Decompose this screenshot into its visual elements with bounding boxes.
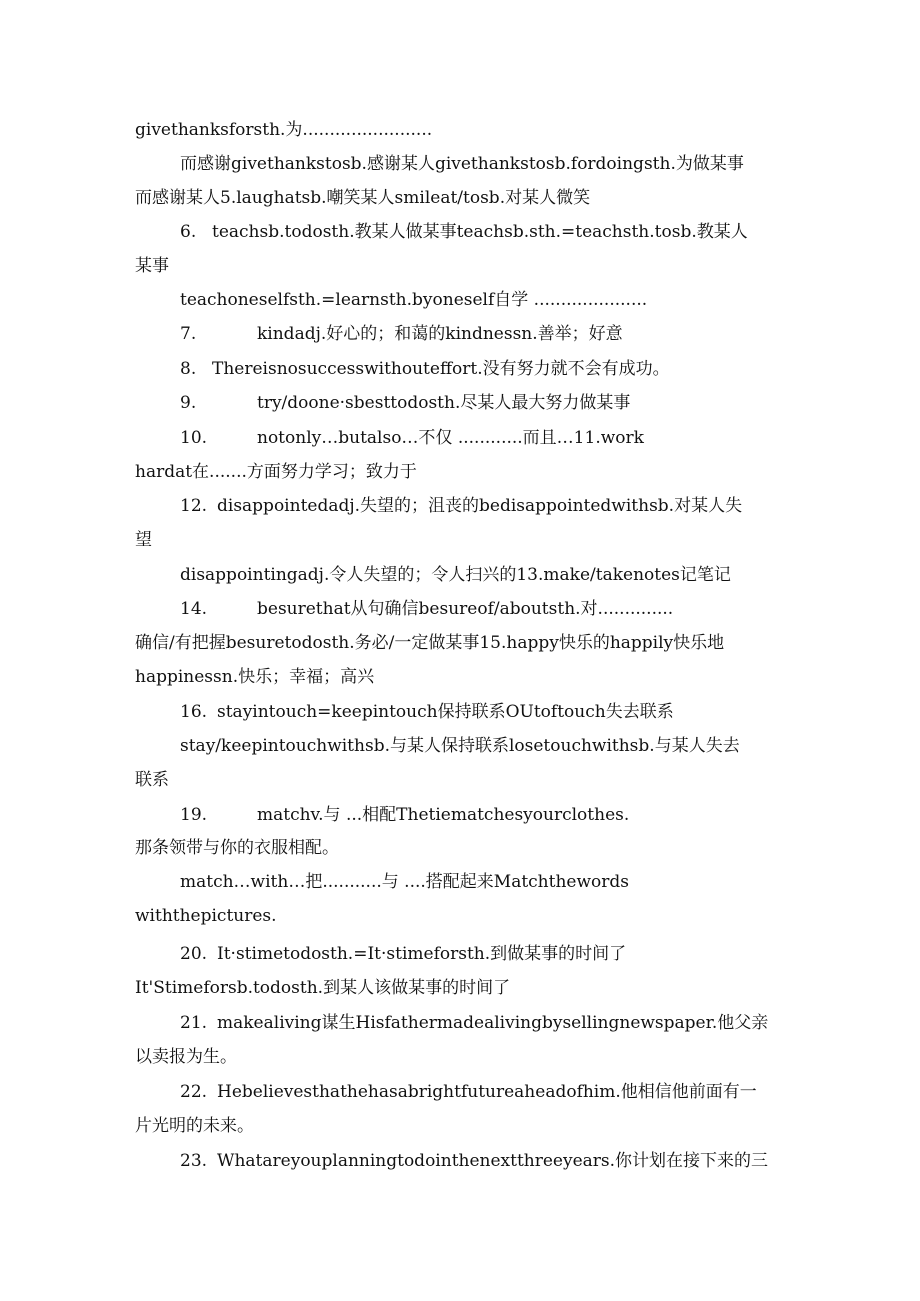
item-text: matchv.与 ...相配Thetiematchesyourclothes. (257, 805, 630, 825)
item-number: 22. (180, 1082, 208, 1102)
item-number: 10. (180, 428, 208, 448)
item-text: It·stimetodosth.=It·stimeforsth.到做某事的时间了 (217, 944, 627, 964)
item-text: Thereisnosuccesswithouteffort.没有努力就不会有成功。 (212, 359, 670, 379)
text-line: happinessn.快乐；幸福；高兴 (135, 667, 375, 687)
item-text: disappointedadj.失望的；沮丧的bedisappointedwithsb.对某人失 (217, 496, 743, 516)
item-text: Whatareyouplanningtodointhenextthreeyears.你计划在接下来的三 (217, 1151, 769, 1171)
item-number: 12. (180, 496, 208, 516)
text-line: hardat在.......方面努力学习；致力于 (135, 462, 417, 482)
text-line: 确信/有把握besuretodosth.务必/一定做某事15.happy快乐的happily快乐地 (135, 633, 725, 653)
list-item (180, 700, 790, 724)
text-line: 望 (135, 530, 152, 550)
list-item (180, 322, 790, 346)
item-text: notonly…butalso…不仅 ............而且…11.work (257, 428, 644, 448)
item-number: 20. (180, 944, 208, 964)
text-line: 而感谢某人5.laughatsb.嘲笑某人smileat/tosb.对某人微笑 (135, 188, 591, 208)
item-number: 9. (180, 393, 197, 413)
item-text: besurethat从句确信besureof/aboutsth.对.............. (257, 599, 674, 619)
text-line: It'Stimeforsb.todosth.到某人该做某事的时间了 (135, 978, 511, 998)
item-number: 16. (180, 702, 208, 722)
item-number: 23. (180, 1151, 208, 1171)
item-text: teachsb.todosth.教某人做某事teachsb.sth.=teachsth.tosb.教某人 (212, 222, 748, 242)
item-text: stayintouch=keepintouch保持联系OUtoftouch失去联系 (217, 702, 674, 722)
text-line: match…with…把...........与 ....搭配起来Matchthewords (180, 872, 629, 892)
list-item (180, 803, 790, 827)
item-number: 6. (180, 222, 197, 242)
list-item (180, 1011, 790, 1035)
item-number: 19. (180, 805, 208, 825)
item-number: 7. (180, 324, 197, 344)
list-item (180, 220, 790, 244)
text-line: 联系 (135, 770, 169, 790)
text-line: disappointingadj.令人失望的；令人扫兴的13.make/takenotes记笔记 (180, 565, 731, 585)
text-line: teachoneselfsth.=learnsth.byoneself自学 ..................... (180, 290, 648, 310)
text-line: stay/keepintouchwithsb.与某人保持联系losetouchwithsb.与某人失去 (180, 736, 740, 756)
list-item (180, 942, 790, 966)
item-text: makealiving谋生Hisfathermadealivingbysellingnewspaper.他父亲 (217, 1013, 769, 1033)
list-item (180, 357, 790, 381)
text-line: 而感谢givethankstosb.感谢某人givethankstosb.fordoingsth.为做某事 (180, 154, 744, 174)
text-line: withthepictures. (135, 906, 277, 926)
item-text: try/doone·sbesttodosth.尽某人最大努力做某事 (257, 393, 631, 413)
list-item (180, 426, 790, 450)
item-number: 14. (180, 599, 208, 619)
list-item (180, 494, 790, 518)
text-line: 以卖报为生。 (135, 1047, 237, 1067)
item-text: kindadj.好心的；和蔼的kindnessn.善举；好意 (257, 324, 623, 344)
list-item (180, 391, 790, 415)
list-item (180, 1149, 790, 1173)
item-number: 21. (180, 1013, 208, 1033)
item-number: 8. (180, 359, 197, 379)
list-item (180, 1080, 790, 1104)
list-item (180, 597, 790, 621)
item-text: Hebelievesthathehasabrightfutureaheadofhim.他相信他前面有一 (217, 1082, 757, 1102)
text-line: 某事 (135, 256, 169, 276)
text-line: 那条领带与你的衣服相配。 (135, 838, 339, 858)
text-line: 片光明的未来。 (135, 1116, 254, 1136)
text-line: givethanksforsth.为........................ (135, 120, 433, 140)
